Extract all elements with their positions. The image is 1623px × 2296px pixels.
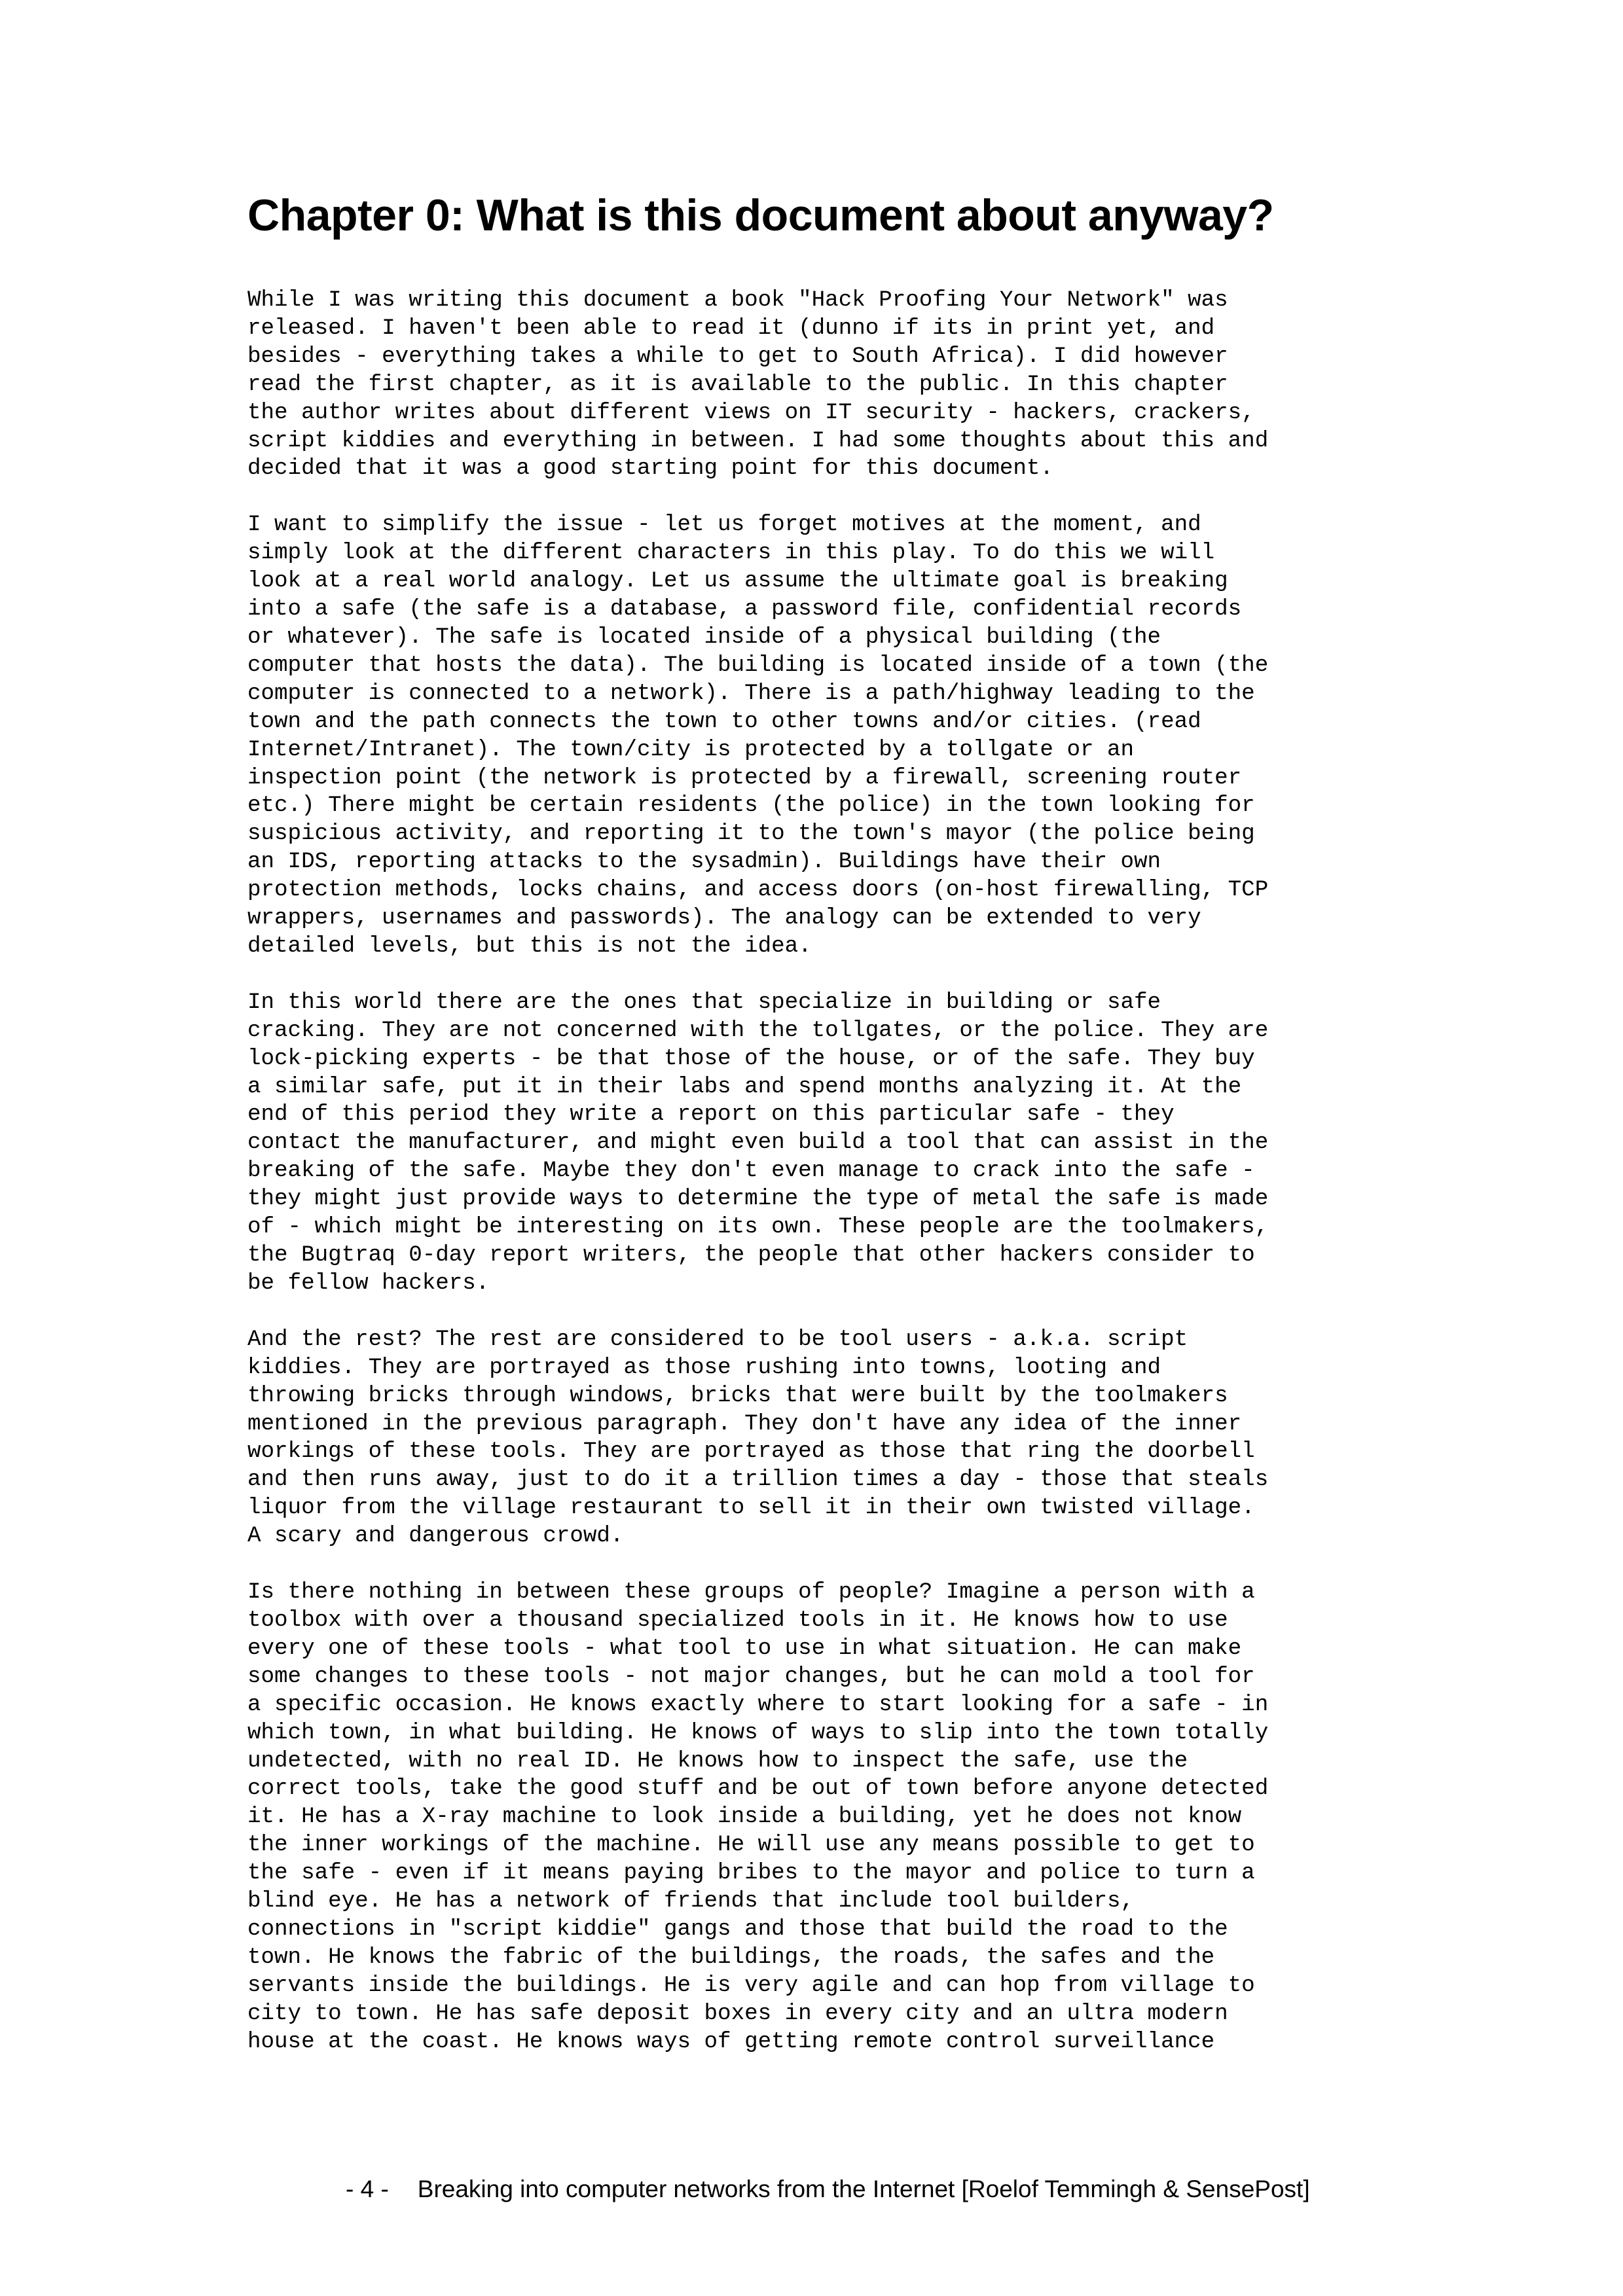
paragraph-3: In this world there are the ones that specialize in building or safe cracking. They are not concerned with the tollgates, or the police. They are lock-picking experts - be that those of the house, or of the safe. They buy a similar safe, put it in their labs and spend months analyzing it. At the end of this period they write a report on this particular safe - they contact the manufacturer, and might even build a tool that can assist in the breaking of the safe. Maybe they don't even manage to crack into the safe - they might just provide ways to determine the type of metal the safe is made of - which might be interesting on its own. These people are the toolmakers, the Bugtraq 0-day report writers, the people that other hackers consider to be fellow hackers.	[247, 990, 1269, 1296]
paragraph-2: I want to simplify the issue - let us forget motives at the moment, and simply look at the different characters in this play. To do this we will look at a real world analogy. Let us assume the ultimate goal is breaking into a safe (the safe is a database, a password file, confidential records or whatever). The safe is located inside of a physical building (the computer that hosts the data). The building is located inside of a town (the computer is connected to a network). There is a path/highway leading to the town and the path connects the town to other towns and/or cities. (read Internet/Intranet). The town/city is protected by a tollgate or an inspection point (the network is protected by a firewall, screening router etc.) There might be certain residents (the police) in the town looking for suspicious activity, and reporting it to the town's mayor (the police being an IDS, reporting attacks to the sysadmin). Buildings have their own protection methods, locks chains, and access doors (on-host firewalling, TCP wrappers, usernames and passwords). The analogy can be extended to very detailed levels, but this is not the idea.	[247, 512, 1269, 959]
paragraph-1: While I was writing this document a book "Hack Proofing Your Network" was released. I haven't been able to read it (dunno if its in print yet, and besides - everything takes a while to get to South Africa). I did however read the first chapter, as it is available to the public. In this chapter the author writes about different views on IT security - hackers, crackers, script kiddies and everything in between. I had some thoughts about this and decided that it was a good starting point for this document.	[247, 288, 1269, 482]
paragraph-4: And the rest? The rest are considered to be tool users - a.k.a. script kiddies. They are portrayed as those rushing into towns, looting and throwing bricks through windows, bricks that were built by the toolmakers mentioned in the previous paragraph. They don't have any idea of the inner workings of these tools. They are portrayed as those that ring the doorbell and then runs away, just to do it a trillion times a day - those that steals liquor from the village restaurant to sell it in their own twisted village. A scary and dangerous crowd.	[247, 1327, 1269, 1549]
paragraph-5: Is there nothing in between these groups of people? Imagine a person with a toolbox with over a thousand specialized tools in it. He knows how to use every one of these tools - what tool to use in what situation. He can make some changes to these tools - not major changes, but he can mold a tool for a specific occasion. He knows exactly where to start looking for a safe - in which town, in what building. He knows of ways to slip into the town totally undetected, with no real ID. He knows how to inspect the safe, use the correct tools, take the good stuff and be out of town before anyone detected it. He has a X-ray machine to look inside a building, yet he does not know the inner workings of the machine. He will use any means possible to get to the safe - even if it means paying bribes to the mayor and police to turn a blind eye. He has a network of friends that include tool builders, connections in "script kiddie" gangs and those that build the road to the town. He knows the fabric of the buildings, the roads, the safes and the servants inside the buildings. He is very agile and can hop from village to city to town. He has safe deposit boxes in every city and an ultra modern house at the coast. He knows ways of getting remote control surveillance	[247, 1580, 1269, 2054]
body-text	[247, 287, 1387, 2084]
running-title: Breaking into computer networks from the Internet [Roelof Temmingh & SensePost]	[417, 2176, 1310, 2202]
page-footer	[346, 2175, 1310, 2204]
page-number: - 4 -	[346, 2176, 389, 2202]
chapter-title: Chapter 0: What is this document about anyway?	[247, 190, 1274, 240]
